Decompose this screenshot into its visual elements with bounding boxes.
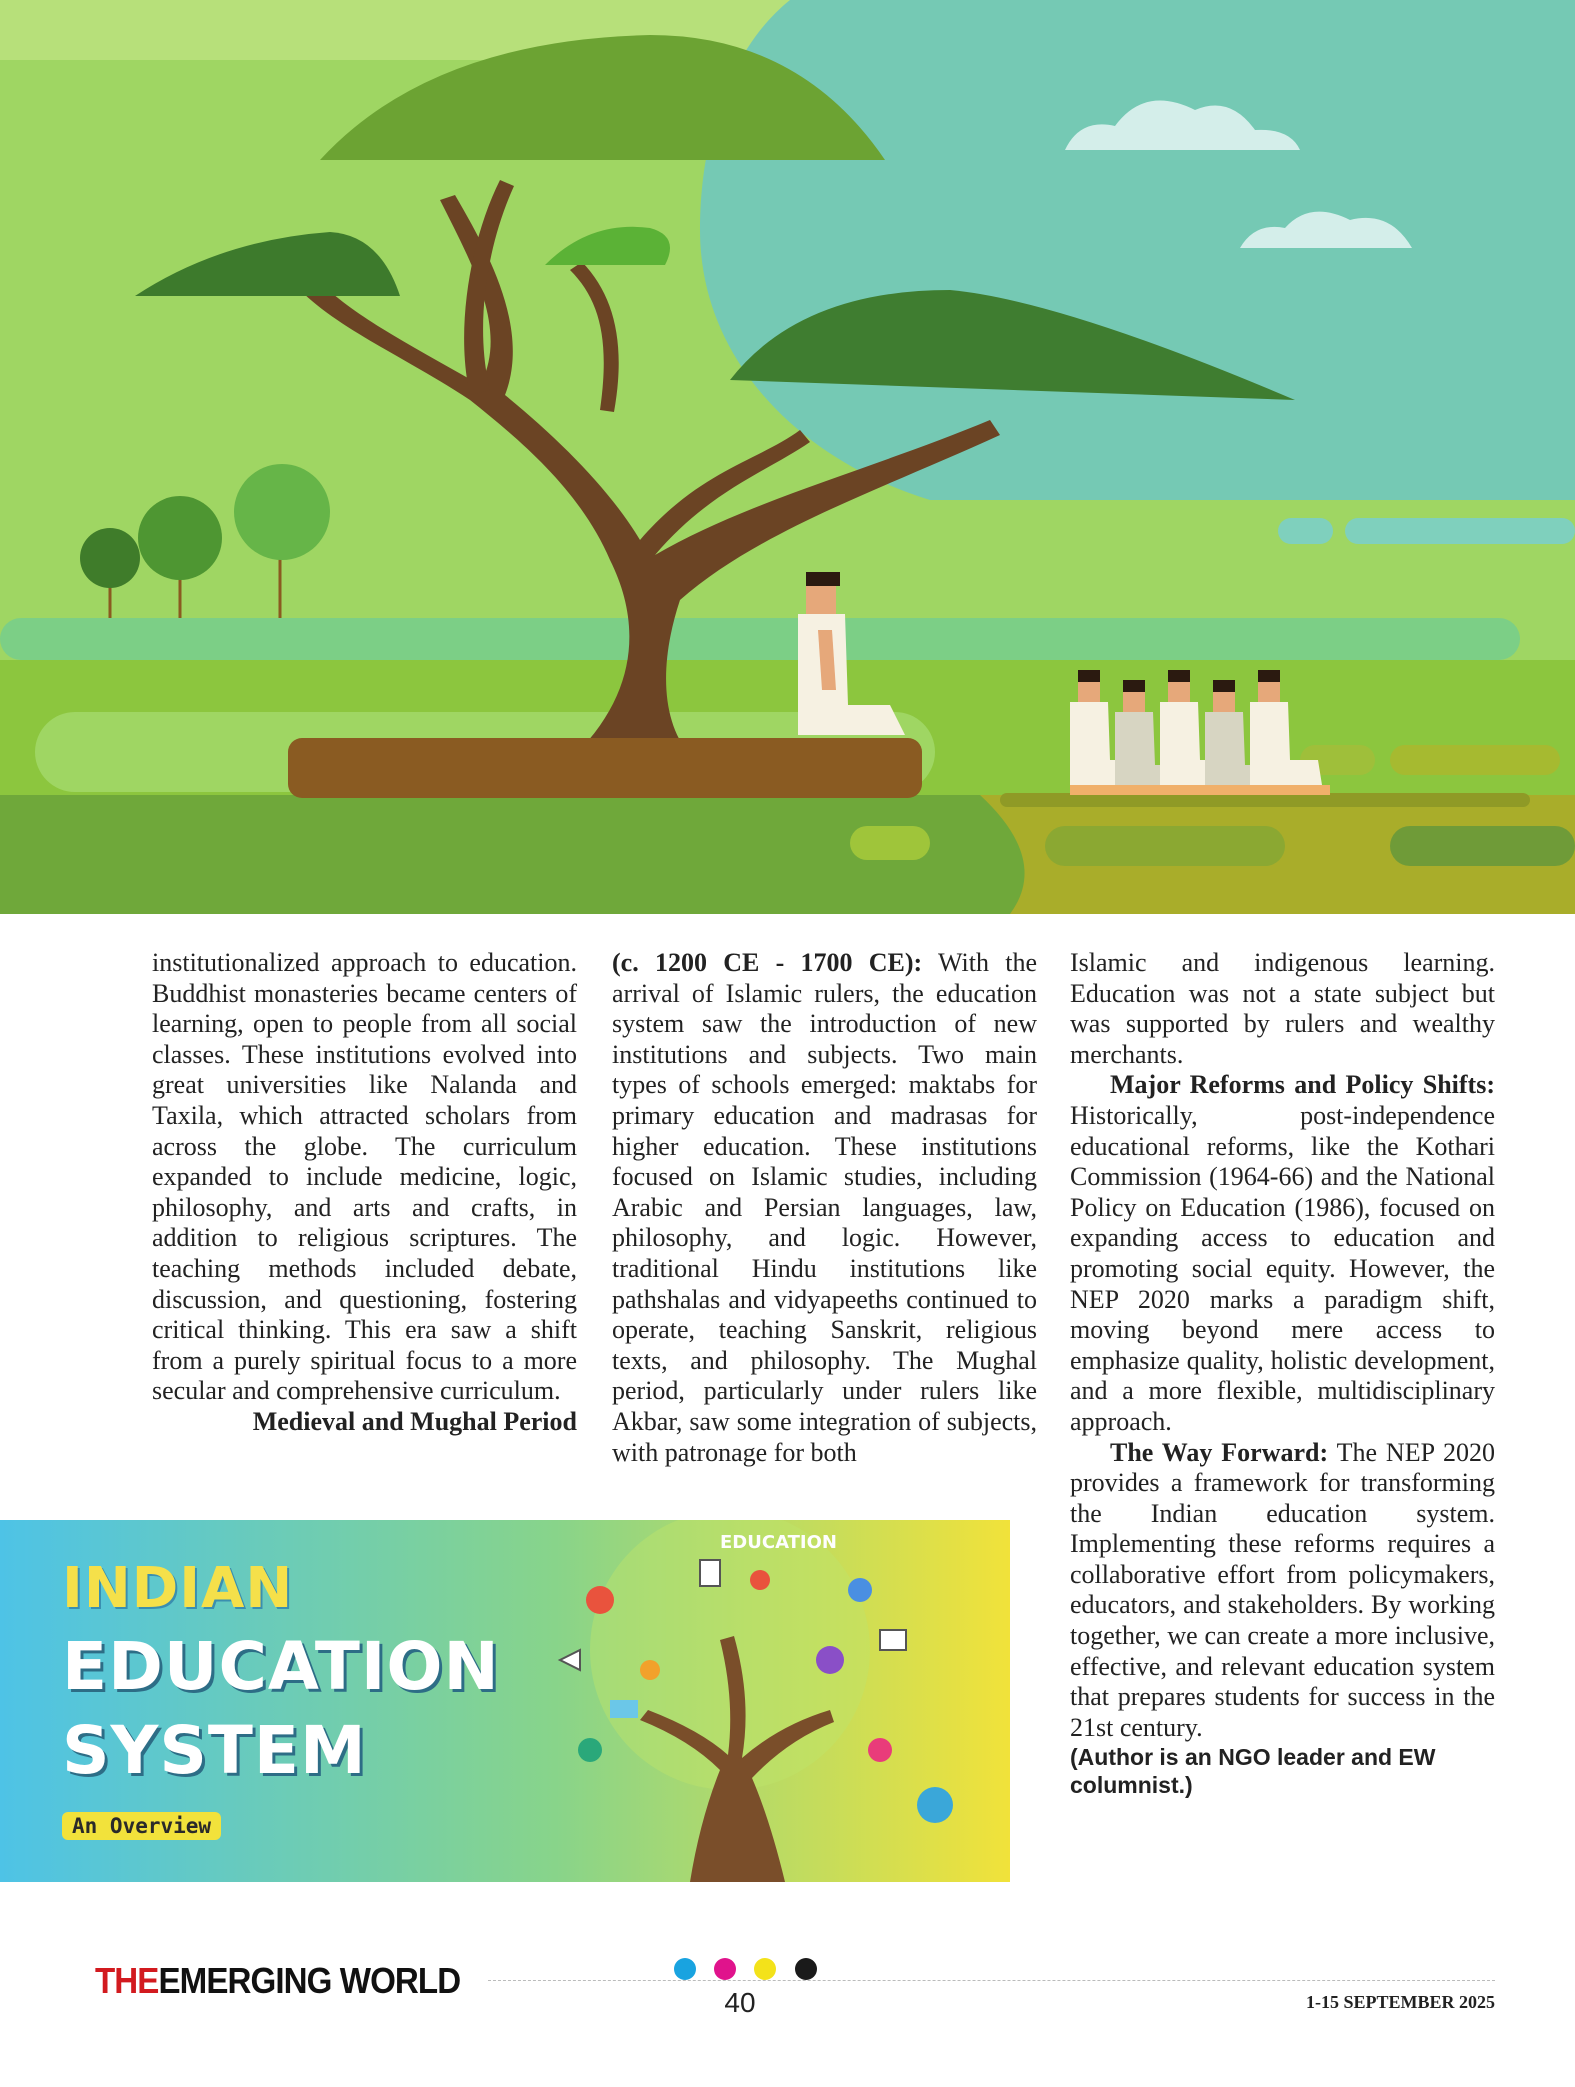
issue-date: 1-15 SEPTEMBER 2025 bbox=[1305, 1992, 1495, 2012]
banner-title-line1: INDIAN bbox=[62, 1556, 294, 1621]
footer-rule bbox=[488, 1980, 1495, 1981]
logo-the: THE bbox=[95, 1960, 159, 2001]
registration-dot-magenta bbox=[714, 1958, 736, 1980]
author-credit: (Author is an NGO leader and EW columnist.) bbox=[1070, 1744, 1436, 1799]
page-number: 40 bbox=[724, 1987, 756, 2018]
registration-dot-black bbox=[795, 1958, 817, 1980]
subhead-medieval-period: Medieval and Mughal Period bbox=[252, 1406, 577, 1436]
registration-dot-cyan bbox=[674, 1958, 696, 1980]
subhead-dates: (c. 1200 CE - 1700 CE): bbox=[612, 948, 923, 977]
banner-title-line3: SYSTEM bbox=[62, 1712, 367, 1789]
article-column-3 bbox=[1070, 948, 1495, 1799]
hero-illustration bbox=[0, 0, 1575, 914]
logo-rest: EMERGING WORLD bbox=[158, 1960, 461, 2001]
banner-title-line2: EDUCATION bbox=[62, 1628, 500, 1705]
column-3-text-2: Historically, post-independence educational reforms, like the Kothari Commission (1964-66) and the National Policy on Education (1986), focused on expanding access to education and promoting social equity. However, the NEP 2020 marks a paradigm shift, moving beyond mere access to emphasize quality, holistic development, and a more flexible, multidisciplinary approach. bbox=[1070, 1100, 1495, 1436]
education-banner-image bbox=[0, 1520, 1010, 1882]
banner-subtitle-badge: An Overview bbox=[62, 1812, 221, 1840]
article-column-2 bbox=[612, 948, 1037, 1468]
registration-dot-yellow bbox=[754, 1958, 776, 1980]
publication-logo bbox=[95, 1960, 460, 2002]
sky-shape bbox=[700, 0, 1575, 500]
column-2-text: With the arrival of Islamic rulers, the education system saw the introduction of new institutions and subjects. Two main types of schools emerged: maktabs for primary education and madrasas for higher education. These institutions focused on Islamic studies, including Arabic and Persian languages, law, philosophy, and logic. However, traditional Hindu institutions like pathshalas and vidyapeeths continued to operate, teaching Sanskrit, religious texts, and philosophy. The Mughal period, particularly under rulers like Akbar, saw some integration of subjects, with patronage for both bbox=[612, 948, 1037, 1467]
subhead-way-forward: The Way Forward: bbox=[1110, 1437, 1329, 1467]
column-1-text: institutionalized approach to education. Buddhist monasteries became centers of learning, open to people from all social classes. These institutions evolved into great universities like Nalanda and Taxila, which attracted scholars from across the globe. The curriculum expanded to include medicine, logic, philosophy, and arts and crafts, in addition to religious scriptures. The teaching methods included debate, discussion, and questioning, fostering critical thinking. This era saw a shift from a purely spiritual focus to a more secular and comprehensive curriculum. bbox=[152, 948, 577, 1406]
tree-label: EDUCATION bbox=[720, 1532, 837, 1553]
article-column-1 bbox=[152, 948, 577, 1438]
column-3-text-3: The NEP 2020 provides a framework for transforming the Indian education system. Implementing these reforms requires a collaborative effort from policymakers, educators, and stakeholders. By working together, we can create a more inclusive, effective, and relevant education system that prepares students for success in the 21st century. bbox=[1070, 1437, 1496, 1742]
subhead-major-reforms: Major Reforms and Policy Shifts: bbox=[1110, 1070, 1495, 1100]
column-3-text-1: Islamic and indigenous learning. Education was not a state subject but was supported by rulers and wealthy merchants. bbox=[1070, 948, 1495, 1069]
